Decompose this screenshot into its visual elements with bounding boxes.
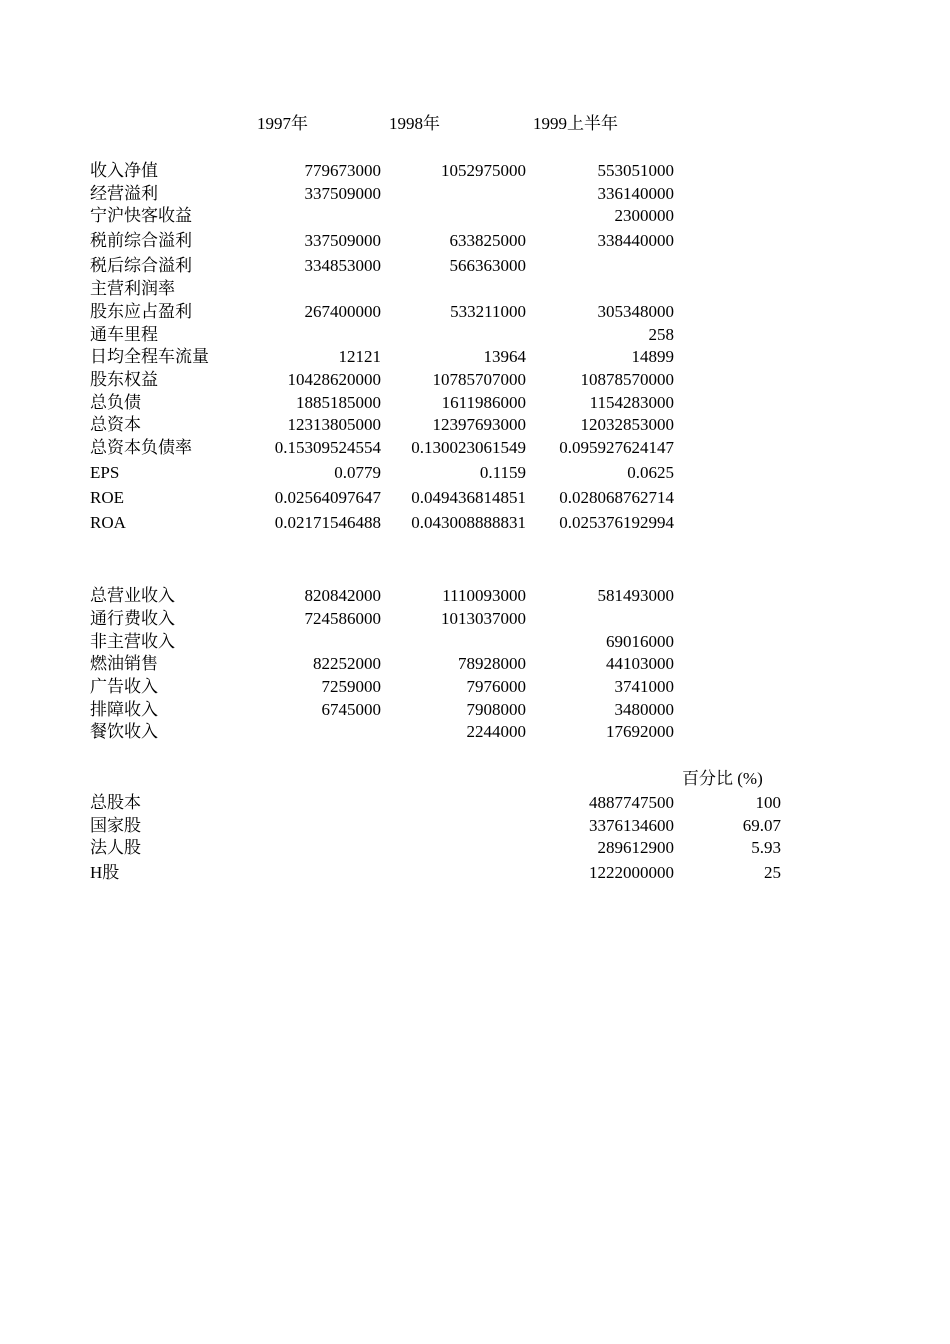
row-label: 餐饮收入 [90, 722, 158, 741]
share-percent: 69.07 [742, 816, 781, 835]
value-1998: 1013037000 [441, 609, 526, 628]
row-label: 税后综合溢利 [90, 256, 192, 275]
value-1997: 334853000 [304, 256, 381, 275]
table-row [0, 512, 950, 534]
value-1998: 2244000 [466, 722, 526, 741]
table-row [0, 699, 950, 721]
table-row [0, 278, 950, 300]
table-row [0, 653, 950, 675]
row-label: 经营溢利 [90, 184, 158, 203]
value-1998: 0.049436814851 [411, 488, 526, 507]
value-1997: 337509000 [304, 231, 381, 250]
header-1997: 1997年 [257, 114, 308, 133]
table-row [0, 585, 950, 607]
table-row [0, 487, 950, 509]
row-label: 总资本负债率 [90, 438, 192, 457]
year-header-row [0, 113, 950, 135]
share-percent: 100 [755, 793, 781, 812]
table-row [0, 369, 950, 391]
row-label: 燃油销售 [90, 654, 158, 673]
value-1999: 0.0625 [627, 463, 674, 482]
value-1997: 82252000 [313, 654, 381, 673]
row-label: 国家股 [90, 816, 141, 835]
table-row [0, 862, 950, 884]
value-1997: 779673000 [304, 161, 381, 180]
table-row [0, 301, 950, 323]
value-1997: 1885185000 [296, 393, 381, 412]
value-1998: 566363000 [449, 256, 526, 275]
value-1999: 14899 [631, 347, 674, 366]
value-1999: 336140000 [597, 184, 674, 203]
row-label: 总资本 [90, 415, 141, 434]
percent-header: 百分比 (%) [682, 769, 763, 788]
value-1998: 1611986000 [441, 393, 526, 412]
row-label: 股东应占盈利 [90, 302, 192, 321]
share-percent: 25 [764, 863, 781, 882]
value-1998: 10785707000 [432, 370, 526, 389]
value-1999: 69016000 [606, 632, 674, 651]
value-1999: 0.095927624147 [559, 438, 674, 457]
header-1998: 1998年 [389, 114, 440, 133]
table-row [0, 437, 950, 459]
value-1998: 7976000 [466, 677, 526, 696]
table-row [0, 160, 950, 182]
value-1997: 0.02564097647 [274, 488, 381, 507]
value-1998: 533211000 [450, 302, 526, 321]
value-1999: 553051000 [597, 161, 674, 180]
value-1999: 0.028068762714 [559, 488, 674, 507]
table-row [0, 414, 950, 436]
row-label: 股东权益 [90, 370, 158, 389]
header-1999-h1: 1999上半年 [533, 114, 618, 133]
value-1999: 1154283000 [589, 393, 674, 412]
row-label: 通行费收入 [90, 609, 175, 628]
table-row [0, 462, 950, 484]
share-count: 1222000000 [589, 863, 674, 882]
value-1999: 44103000 [606, 654, 674, 673]
row-label: 排障收入 [90, 700, 158, 719]
value-1999: 581493000 [597, 586, 674, 605]
row-label: 总营业收入 [90, 586, 175, 605]
table-row [0, 183, 950, 205]
value-1999: 305348000 [597, 302, 674, 321]
value-1999: 338440000 [597, 231, 674, 250]
share-count: 289612900 [597, 838, 674, 857]
value-1997: 0.15309524554 [274, 438, 381, 457]
value-1998: 0.1159 [479, 463, 526, 482]
value-1997: 6745000 [321, 700, 381, 719]
value-1998: 13964 [483, 347, 526, 366]
value-1997: 0.0779 [334, 463, 381, 482]
value-1997: 820842000 [304, 586, 381, 605]
table-row [0, 205, 950, 227]
value-1997: 7259000 [321, 677, 381, 696]
value-1999: 10878570000 [580, 370, 674, 389]
row-label: 宁沪快客收益 [90, 206, 192, 225]
table-row [0, 324, 950, 346]
share-count: 3376134600 [589, 816, 674, 835]
row-label: 总负债 [90, 393, 141, 412]
row-label: 收入净值 [90, 161, 158, 180]
row-label: 税前综合溢利 [90, 231, 192, 250]
row-label: 主营利润率 [90, 279, 175, 298]
row-label: ROE [90, 488, 124, 507]
table-row [0, 631, 950, 653]
value-1997: 10428620000 [287, 370, 381, 389]
value-1998: 78928000 [458, 654, 526, 673]
value-1999: 0.025376192994 [559, 513, 674, 532]
value-1999: 3480000 [614, 700, 674, 719]
value-1999: 258 [648, 325, 674, 344]
value-1998: 0.130023061549 [411, 438, 526, 457]
table-row [0, 676, 950, 698]
value-1997: 0.02171546488 [274, 513, 381, 532]
row-label: 法人股 [90, 838, 141, 857]
row-label: 非主营收入 [90, 632, 175, 651]
table-row [0, 608, 950, 630]
table-row [0, 392, 950, 414]
table-row [0, 346, 950, 368]
row-label: EPS [90, 463, 120, 482]
value-1997: 724586000 [304, 609, 381, 628]
table-row [0, 230, 950, 252]
value-1999: 2300000 [614, 206, 674, 225]
row-label: 广告收入 [90, 677, 158, 696]
value-1999: 17692000 [606, 722, 674, 741]
value-1999: 12032853000 [580, 415, 674, 434]
value-1999: 3741000 [614, 677, 674, 696]
table-row [0, 792, 950, 814]
value-1998: 7908000 [466, 700, 526, 719]
value-1998: 0.043008888831 [411, 513, 526, 532]
value-1998: 633825000 [449, 231, 526, 250]
table-row [0, 721, 950, 743]
row-label: H股 [90, 863, 120, 882]
value-1997: 12121 [338, 347, 381, 366]
table-row [0, 255, 950, 277]
row-label: 日均全程车流量 [90, 347, 209, 366]
value-1998: 1052975000 [441, 161, 526, 180]
value-1997: 337509000 [304, 184, 381, 203]
percent-header-row [0, 768, 950, 790]
table-row [0, 815, 950, 837]
share-percent: 5.93 [751, 838, 781, 857]
share-count: 4887747500 [589, 793, 674, 812]
table-row [0, 837, 950, 859]
row-label: 通车里程 [90, 325, 158, 344]
row-label: ROA [90, 513, 126, 532]
value-1997: 267400000 [304, 302, 381, 321]
value-1997: 12313805000 [287, 415, 381, 434]
value-1998: 12397693000 [432, 415, 526, 434]
value-1998: 1110093000 [442, 586, 526, 605]
row-label: 总股本 [90, 793, 141, 812]
